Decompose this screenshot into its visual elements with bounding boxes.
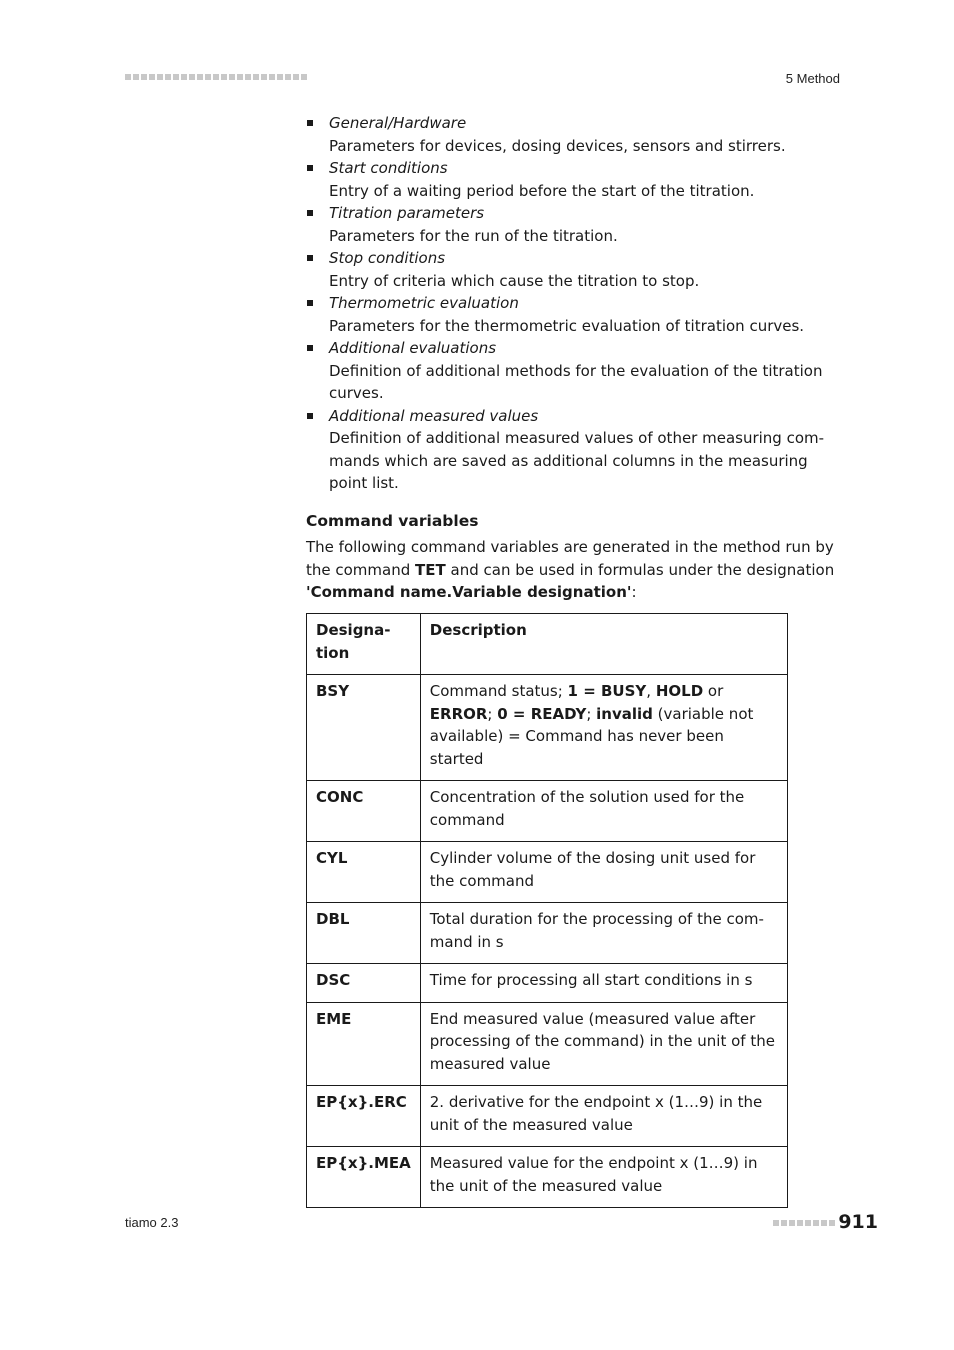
list-item: [306, 157, 838, 202]
footer-decoration: [773, 1220, 835, 1226]
list-item: [306, 202, 838, 247]
bullet-icon: [307, 300, 313, 306]
list-item-description: Parameters for the thermometric evaluation of titration curves.: [329, 316, 805, 335]
variable-name: EP{x}.ERC: [307, 1086, 421, 1147]
variable-description: Time for processing all start conditions in s: [420, 964, 787, 1003]
column-header-designation: Designation: [307, 614, 421, 675]
table-row: [307, 675, 788, 781]
list-item-description: Entry of a waiting period before the start of the titration.: [329, 181, 755, 200]
list-item-term: Additional measured values: [329, 406, 539, 425]
table-row: [307, 1002, 788, 1086]
intro-paragraph: [306, 536, 838, 604]
variable-name: EP{x}.MEA: [307, 1147, 421, 1208]
variable-name: CYL: [307, 842, 421, 903]
list-item-description: Definition of additional methods for the evaluation of the titration curves.: [329, 361, 823, 402]
variable-name: DSC: [307, 964, 421, 1003]
variable-description: Measured value for the endpoint x (1…9) in the unit of the measured value: [420, 1147, 787, 1208]
intro-text: The following command variables are generated in the method run by the command: [306, 538, 834, 579]
list-item-term: Start conditions: [329, 159, 448, 177]
parameter-group-list: [306, 112, 838, 495]
text: (variable not available) = Command has never been started: [429, 704, 754, 768]
bullet-icon: [307, 345, 313, 351]
footer-product: tiamo 2.3: [125, 1215, 179, 1230]
list-item: [306, 292, 838, 337]
intro-command: TET: [415, 560, 446, 579]
list-item-term: Thermometric evaluation: [329, 294, 519, 312]
list-item-description: Definition of additional measured values of other measuring commands which are saved as additional columns in the measuring point list.: [329, 429, 825, 492]
page-content: [306, 112, 838, 604]
list-item: [306, 337, 838, 405]
text: or: [703, 682, 724, 700]
variable-description: Concentration of the solution used for the command: [420, 781, 787, 842]
intro-text: and can be used in formulas under the designation: [445, 560, 835, 579]
list-item: [306, 405, 838, 495]
variable-description: Cylinder volume of the dosing unit used for the command: [420, 842, 787, 903]
text: ;: [487, 704, 498, 723]
variable-description: End measured value (measured value after processing of the command) in the unit of the measured value: [420, 1002, 787, 1086]
list-item-term: Additional evaluations: [329, 339, 497, 357]
chapter-heading: 5 Method: [785, 71, 840, 86]
variable-name: EME: [307, 1002, 421, 1086]
list-item-term: Stop conditions: [329, 249, 446, 267]
command-variables-table: [306, 613, 788, 1208]
bullet-icon: [307, 413, 313, 419]
variable-description: 2. derivative for the endpoint x (1…9) in the unit of the measured value: [420, 1086, 787, 1147]
section-heading: Command variables: [306, 511, 479, 530]
page-number: 911: [838, 1211, 878, 1233]
text: Command status;: [429, 682, 568, 700]
bullet-icon: [307, 210, 313, 216]
keyword: 0 = READY: [497, 704, 587, 723]
bullet-icon: [307, 120, 313, 126]
bullet-icon: [307, 255, 313, 261]
intro-designation: 'Command name.Variable designation': [306, 583, 632, 601]
header-decoration: [125, 74, 307, 80]
variable-description: [420, 675, 787, 781]
table-row: [307, 781, 788, 842]
variable-description: Total duration for the processing of the command in s: [420, 903, 787, 964]
keyword: 1 = BUSY: [567, 682, 647, 700]
column-header-description: Description: [420, 614, 787, 675]
table-row: [307, 903, 788, 964]
table-row: [307, 842, 788, 903]
variable-name: CONC: [307, 781, 421, 842]
table-row: [307, 964, 788, 1003]
keyword: HOLD: [655, 682, 704, 700]
list-item-term: General/Hardware: [329, 114, 467, 132]
list-item-description: Entry of criteria which cause the titration to stop.: [329, 271, 700, 290]
table-row: [307, 1147, 788, 1208]
variable-name: DBL: [307, 903, 421, 964]
list-item-term: Titration parameters: [329, 204, 485, 222]
variable-name: BSY: [307, 675, 421, 781]
list-item-description: Parameters for devices, dosing devices, sensors and stirrers.: [329, 136, 786, 155]
keyword: invalid: [596, 704, 653, 723]
text: ;: [586, 704, 597, 723]
table-header-row: [307, 614, 788, 675]
text: ,: [646, 682, 656, 700]
intro-text: :: [631, 583, 637, 601]
keyword: ERROR: [429, 704, 488, 723]
table-row: [307, 1086, 788, 1147]
list-item: [306, 247, 838, 292]
list-item-description: Parameters for the run of the titration.: [329, 226, 618, 245]
bullet-icon: [307, 165, 313, 171]
list-item: [306, 112, 838, 157]
